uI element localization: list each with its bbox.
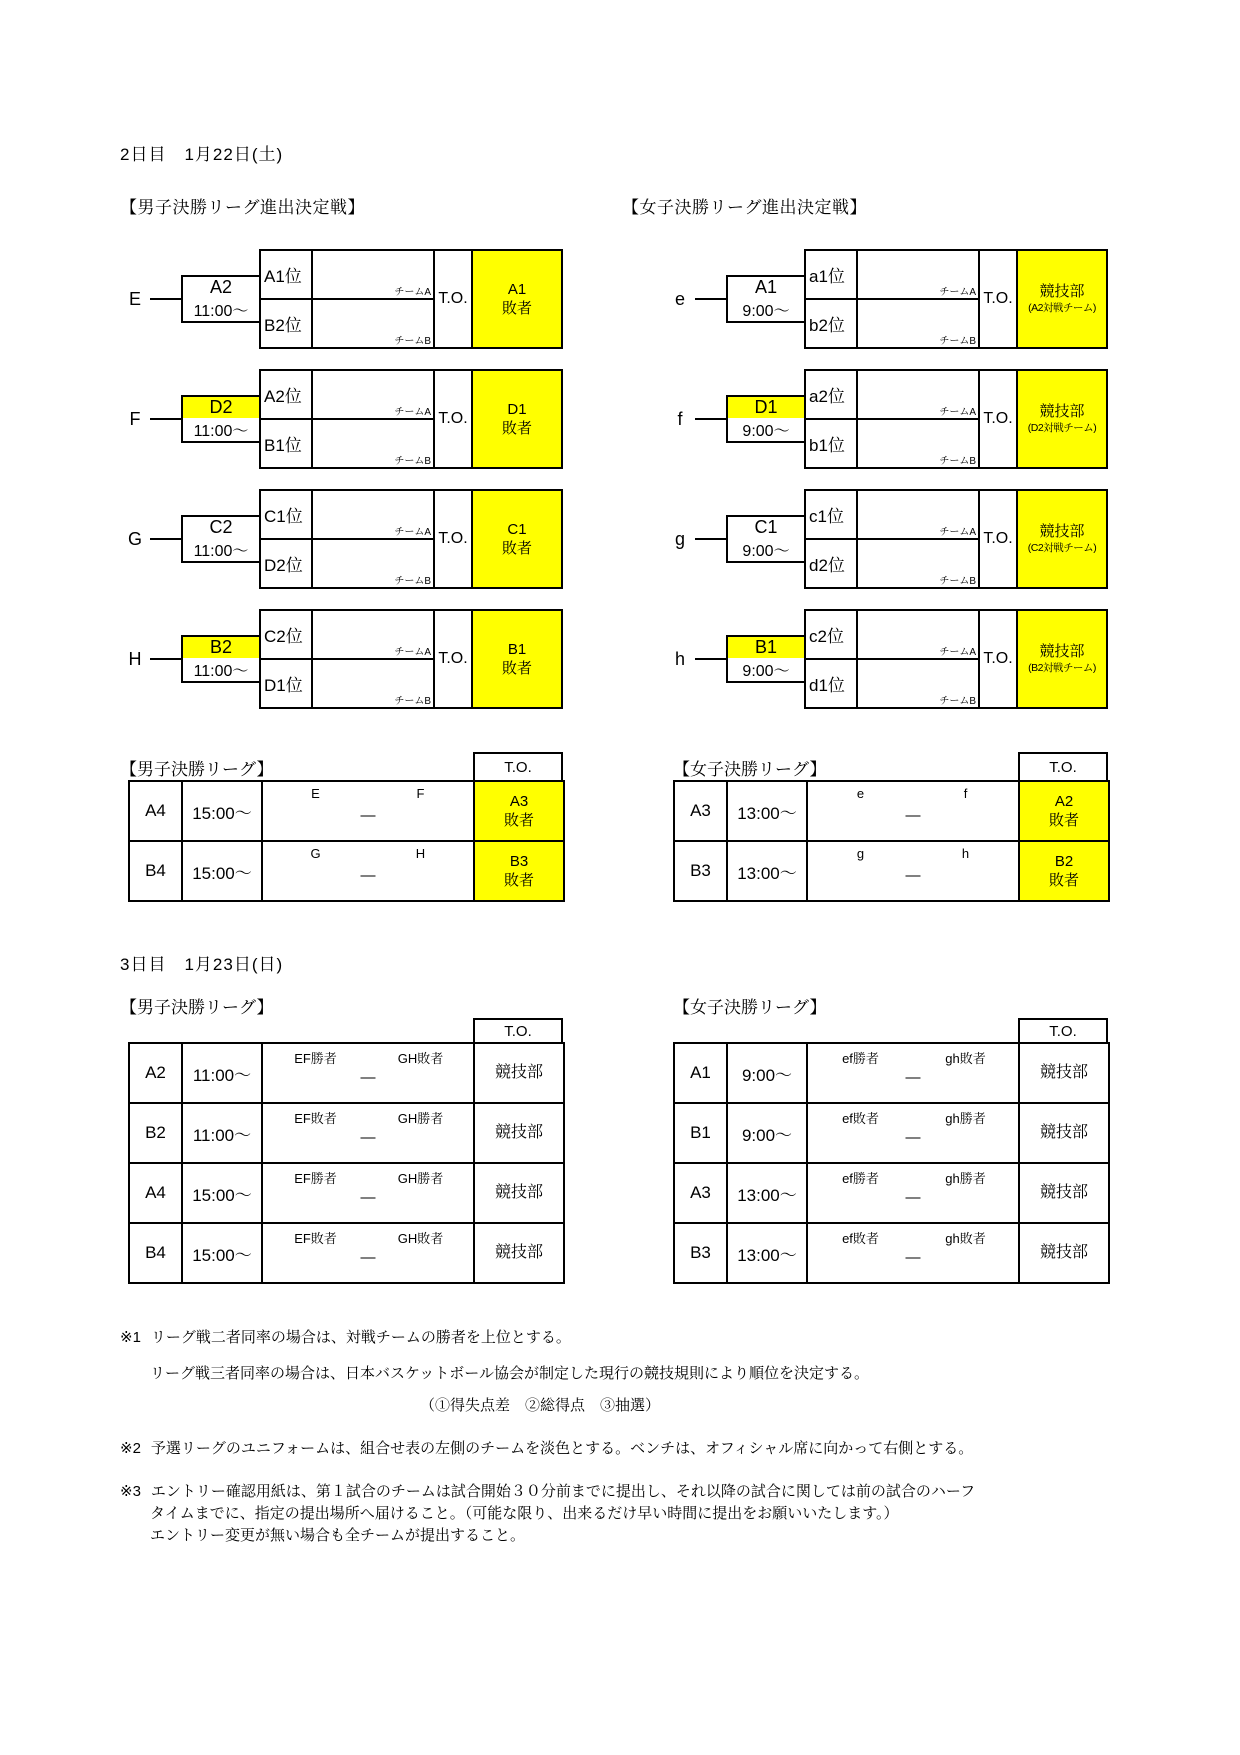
league-row-B3 (674, 841, 1109, 901)
pairing-right-label: GH敗者 (397, 1231, 444, 1246)
league-table (673, 780, 1110, 902)
result-line2: (B2対戦チーム) (1028, 661, 1096, 674)
game-time-cell: 13:00～ (727, 781, 807, 841)
footnote-3-line2: タイムまでに、指定の提出場所へ届けること。（可能な限り、出来るだけ早い時間に提出をお願いいたします。） (150, 1505, 899, 1522)
league-row-B4 (129, 841, 564, 901)
match-box (181, 515, 261, 563)
league-header-row (120, 752, 563, 780)
result-line1: 競技部 (1039, 283, 1085, 301)
result-cell (472, 250, 562, 348)
versus-dash: ― (360, 1069, 376, 1086)
result-line1: C1 (507, 520, 527, 538)
team-a-label: チームA (939, 407, 976, 418)
match-box (726, 515, 806, 563)
bracket-connector-line (150, 298, 181, 300)
game-code-cell: A2 (129, 1043, 182, 1103)
league-row-A4 (129, 781, 564, 841)
pairing-right-label: GH勝者 (397, 1171, 444, 1186)
table-official-cell: T.O. (434, 250, 472, 348)
team-a-label: チームA (939, 287, 976, 298)
table-official-assignment-cell (474, 841, 564, 901)
bracket-connector-line (695, 658, 726, 660)
men-qualifier-section-title: 【男子決勝リーグ進出決定戦】 (120, 198, 365, 217)
versus-dash: ― (360, 1129, 376, 1146)
pairing-cell (262, 781, 474, 841)
game-code-cell: B3 (674, 1223, 727, 1283)
pairing-cell (807, 781, 1019, 841)
versus-dash: ― (360, 807, 376, 824)
result-line1: A1 (507, 280, 527, 298)
pairing-left-label: ef敗者 (842, 1231, 879, 1246)
game-code-cell: B1 (674, 1103, 727, 1163)
match-box (726, 275, 806, 323)
bracket-letter: g (674, 528, 685, 549)
result-line1: B3 (509, 852, 529, 870)
bracket-letter: F (129, 408, 141, 429)
pairing-right-label: f (963, 786, 968, 801)
result-line2: (D2対戦チーム) (1027, 421, 1097, 434)
match-box (181, 395, 261, 443)
pairing-cell (807, 841, 1019, 901)
pairing-left-label: ef勝者 (842, 1051, 879, 1066)
team-a-cell (857, 250, 979, 299)
versus-dash: ― (905, 1189, 921, 1206)
pairing-right-label: F (416, 786, 425, 801)
league-title: 【男子決勝リーグ】 (120, 760, 274, 779)
women-final-league-day3 (673, 997, 1108, 1284)
table-official-assignment-cell: 競技部 (474, 1163, 564, 1223)
table-official-cell: T.O. (434, 370, 472, 468)
pairing-left-label: EF勝者 (294, 1051, 337, 1066)
game-time-cell: 9:00～ (727, 1043, 807, 1103)
pairing-cell (807, 1043, 1019, 1103)
result-line1: B1 (507, 640, 527, 658)
pairing-right-label: gh敗者 (945, 1231, 986, 1246)
team-a-label: チームA (394, 527, 431, 538)
match-time: 11:00～ (193, 663, 249, 680)
footnote-2-text: 予選リーグのユニフォームは、組合せ表の左側のチームを淡色とする。ベンチは、オフィシャル席に向かって右側とする。 (150, 1440, 974, 1457)
women-brackets-column (665, 250, 1108, 708)
bracket-e (665, 250, 1108, 348)
footnote-3-line3: エントリー変更が無い場合も全チームが提出すること。 (150, 1527, 526, 1544)
team-b-label: チームB (394, 576, 431, 587)
men-final-league-day3 (120, 997, 563, 1284)
team-a-label: チームA (394, 647, 431, 658)
pairing-left-label: ef勝者 (842, 1171, 879, 1186)
result-line2: 敗者 (503, 872, 534, 889)
rank-bottom-cell: d2位 (805, 539, 857, 588)
pairing-left-label: G (310, 846, 321, 861)
rank-top-cell: C1位 (260, 490, 312, 539)
game-code-cell: A4 (129, 781, 182, 841)
pairing-cell (807, 1223, 1019, 1283)
team-b-label: チームB (939, 576, 976, 587)
table-official-assignment-cell: 競技部 (474, 1223, 564, 1283)
versus-dash: ― (905, 1069, 921, 1086)
table-official-assignment-cell: 競技部 (474, 1043, 564, 1103)
pairing-left-label: EF敗者 (294, 1231, 337, 1246)
league-table (673, 1042, 1110, 1284)
table-official-cell: T.O. (979, 490, 1017, 588)
match-time: 11:00～ (193, 543, 249, 560)
bracket-connector-line (695, 538, 726, 540)
league-table (128, 780, 565, 902)
rank-bottom-cell: B2位 (260, 299, 312, 348)
league-title: 【女子決勝リーグ】 (673, 998, 827, 1017)
bracket-connector-line (150, 418, 181, 420)
bracket-connector-line (695, 298, 726, 300)
bracket-connector-line (695, 418, 726, 420)
footnote-3-line1 (120, 1480, 975, 1501)
rank-bottom-cell: D1位 (260, 659, 312, 708)
team-a-cell (312, 490, 434, 539)
result-cell (1017, 610, 1107, 708)
match-code: D1 (728, 397, 804, 418)
table-official-cell: T.O. (434, 610, 472, 708)
footnote-1-line3: （①得失点差 ②総得点 ③抽選） (420, 1397, 661, 1414)
game-code-cell: B4 (129, 841, 182, 901)
result-line1: 競技部 (1039, 643, 1085, 661)
team-b-label: チームB (394, 696, 431, 707)
team-a-label: チームA (939, 527, 976, 538)
table-official-assignment-cell: 競技部 (1019, 1043, 1109, 1103)
match-code: A1 (754, 277, 778, 297)
versus-dash: ― (905, 1249, 921, 1266)
rank-bottom-cell: d1位 (805, 659, 857, 708)
result-line2: 敗者 (501, 300, 532, 317)
game-time-cell: 15:00～ (182, 1223, 262, 1283)
league-row-A3 (674, 1163, 1109, 1223)
league-header-row (673, 752, 1108, 780)
match-code: C2 (209, 517, 233, 537)
pairing-right-label: GH勝者 (397, 1111, 444, 1126)
bracket-table (804, 489, 1108, 589)
pairing-cell (262, 1103, 474, 1163)
game-time-cell: 15:00～ (182, 841, 262, 901)
rank-top-cell: c2位 (805, 610, 857, 659)
table-official-cell: T.O. (979, 250, 1017, 348)
match-box (726, 395, 806, 443)
bracket-g (665, 490, 1108, 588)
bracket-connector-line (150, 538, 181, 540)
match-code: D2 (183, 397, 259, 418)
team-b-label: チームB (394, 456, 431, 467)
game-time-cell: 11:00～ (182, 1043, 262, 1103)
team-a-cell (312, 370, 434, 419)
pairing-right-label: gh勝者 (945, 1111, 986, 1126)
result-line1: B2 (1054, 852, 1074, 870)
versus-dash: ― (905, 867, 921, 884)
game-time-cell: 13:00～ (727, 1223, 807, 1283)
rank-top-cell: C2位 (260, 610, 312, 659)
result-cell (472, 610, 562, 708)
men-final-league-day2 (120, 752, 563, 902)
footnote-1-label: ※1 (120, 1329, 141, 1346)
team-a-cell (312, 610, 434, 659)
footnote-1-line2: リーグ戦三者同率の場合は、日本バスケットボール協会が制定した現行の競技規則により順位を決定する。 (150, 1365, 869, 1382)
team-b-label: チームB (939, 456, 976, 467)
result-line2: 敗者 (1048, 812, 1079, 829)
league-row-B3 (674, 1223, 1109, 1283)
table-official-header: T.O. (473, 1018, 563, 1042)
result-line1: D1 (507, 400, 527, 418)
pairing-cell (262, 1223, 474, 1283)
game-code-cell: A1 (674, 1043, 727, 1103)
pairing-right-label: gh敗者 (945, 1051, 986, 1066)
bracket-letter: E (128, 288, 141, 309)
pairing-left-label: EF敗者 (294, 1111, 337, 1126)
game-code-cell: A3 (674, 781, 727, 841)
match-time: 9:00～ (742, 423, 790, 440)
bracket-table (804, 609, 1108, 709)
table-official-assignment-cell: 競技部 (474, 1103, 564, 1163)
team-a-label: チームA (394, 407, 431, 418)
day2-heading: 2日目 1月22日(土) (120, 145, 284, 164)
women-qualifier-section-title: 【女子決勝リーグ進出決定戦】 (622, 198, 867, 217)
pairing-left-label: ef敗者 (842, 1111, 879, 1126)
pairing-right-label: GH敗者 (397, 1051, 444, 1066)
team-a-cell (312, 250, 434, 299)
league-title: 【女子決勝リーグ】 (673, 760, 827, 779)
result-line1: 競技部 (1039, 523, 1085, 541)
team-b-cell (857, 659, 979, 708)
result-line1: A2 (1054, 792, 1074, 810)
match-code: B2 (183, 637, 259, 658)
match-box (181, 275, 261, 323)
team-b-label: チームB (939, 696, 976, 707)
table-official-cell: T.O. (979, 610, 1017, 708)
team-a-label: チームA (394, 287, 431, 298)
game-time-cell: 13:00～ (727, 841, 807, 901)
day3-heading: 3日目 1月23日(日) (120, 955, 284, 974)
league-row-B1 (674, 1103, 1109, 1163)
rank-bottom-cell: b1位 (805, 419, 857, 468)
bracket-G (120, 490, 563, 588)
versus-dash: ― (360, 1189, 376, 1206)
rank-top-cell: c1位 (805, 490, 857, 539)
game-code-cell: B2 (129, 1103, 182, 1163)
team-b-cell (312, 419, 434, 468)
footnote-3-label: ※3 (120, 1483, 141, 1500)
result-cell (1017, 490, 1107, 588)
bracket-letter: h (674, 648, 685, 669)
pairing-cell (262, 841, 474, 901)
table-official-header: T.O. (473, 752, 563, 780)
result-line2: 敗者 (501, 660, 532, 677)
match-code: A2 (209, 277, 233, 297)
rank-top-cell: A2位 (260, 370, 312, 419)
game-time-cell: 9:00～ (727, 1103, 807, 1163)
table-official-header: T.O. (1018, 752, 1108, 780)
result-cell (1017, 370, 1107, 468)
match-code: B1 (728, 637, 804, 658)
men-brackets-column (120, 250, 563, 708)
match-time: 9:00～ (742, 303, 790, 320)
game-time-cell: 15:00～ (182, 781, 262, 841)
table-official-cell: T.O. (979, 370, 1017, 468)
versus-dash: ― (905, 1129, 921, 1146)
bracket-table (259, 609, 563, 709)
table-official-assignment-cell (474, 781, 564, 841)
team-a-cell (857, 610, 979, 659)
league-row-A3 (674, 781, 1109, 841)
footnote-1-line1 (120, 1326, 571, 1347)
team-b-cell (857, 419, 979, 468)
league-table (128, 1042, 565, 1284)
match-box (181, 635, 261, 683)
match-box (726, 635, 806, 683)
rank-bottom-cell: B1位 (260, 419, 312, 468)
rank-top-cell: a1位 (805, 250, 857, 299)
versus-dash: ― (905, 807, 921, 824)
result-line2: (A2対戦チーム) (1028, 301, 1096, 314)
bracket-H (120, 610, 563, 708)
bracket-letter: f (677, 408, 683, 429)
bracket-h (665, 610, 1108, 708)
bracket-table (804, 369, 1108, 469)
bracket-table (259, 489, 563, 589)
team-b-cell (312, 659, 434, 708)
bracket-table (259, 249, 563, 349)
league-title: 【男子決勝リーグ】 (120, 998, 274, 1017)
team-b-cell (312, 299, 434, 348)
rank-bottom-cell: b2位 (805, 299, 857, 348)
match-time: 11:00～ (193, 303, 249, 320)
bracket-f (665, 370, 1108, 468)
result-line2: 敗者 (501, 540, 532, 557)
footnote-2-label: ※2 (120, 1440, 141, 1457)
match-time: 9:00～ (742, 663, 790, 680)
league-row-B2 (129, 1103, 564, 1163)
bracket-table (259, 369, 563, 469)
pairing-left-label: EF勝者 (294, 1171, 337, 1186)
team-a-cell (857, 490, 979, 539)
table-official-assignment-cell: 競技部 (1019, 1163, 1109, 1223)
game-time-cell: 11:00～ (182, 1103, 262, 1163)
footnote-2 (120, 1437, 973, 1458)
pairing-cell (807, 1163, 1019, 1223)
bracket-letter: G (127, 528, 142, 549)
league-row-A1 (674, 1043, 1109, 1103)
rank-bottom-cell: D2位 (260, 539, 312, 588)
bracket-connector-line (150, 658, 181, 660)
bracket-letter: e (674, 288, 685, 309)
versus-dash: ― (360, 1249, 376, 1266)
team-a-cell (857, 370, 979, 419)
table-official-assignment-cell (1019, 841, 1109, 901)
result-line2: 敗者 (1048, 872, 1079, 889)
result-line2: 敗者 (503, 812, 534, 829)
match-time: 11:00～ (193, 423, 249, 440)
pairing-right-label: h (961, 846, 970, 861)
team-b-cell (312, 539, 434, 588)
match-code: C1 (754, 517, 778, 537)
result-line1: A3 (509, 792, 529, 810)
pairing-cell (807, 1103, 1019, 1163)
league-row-B4 (129, 1223, 564, 1283)
result-line2: 敗者 (501, 420, 532, 437)
team-b-cell (857, 299, 979, 348)
game-time-cell: 15:00～ (182, 1163, 262, 1223)
league-header-row (128, 1018, 563, 1042)
game-code-cell: B3 (674, 841, 727, 901)
result-cell (472, 370, 562, 468)
bracket-letter: H (128, 648, 142, 669)
team-b-label: チームB (939, 336, 976, 347)
league-row-A4 (129, 1163, 564, 1223)
pairing-left-label: g (856, 846, 865, 861)
team-b-cell (857, 539, 979, 588)
game-code-cell: A3 (674, 1163, 727, 1223)
footnote-1-text: リーグ戦二者同率の場合は、対戦チームの勝者を上位とする。 (150, 1329, 571, 1346)
table-official-assignment-cell: 競技部 (1019, 1103, 1109, 1163)
match-time: 9:00～ (742, 543, 790, 560)
game-code-cell: A4 (129, 1163, 182, 1223)
bracket-E (120, 250, 563, 348)
game-time-cell: 13:00～ (727, 1163, 807, 1223)
pairing-cell (262, 1163, 474, 1223)
result-cell (472, 490, 562, 588)
league-header-row (673, 1018, 1108, 1042)
table-official-assignment-cell: 競技部 (1019, 1223, 1109, 1283)
team-b-label: チームB (394, 336, 431, 347)
pairing-right-label: gh勝者 (945, 1171, 986, 1186)
result-line1: 競技部 (1039, 403, 1085, 421)
versus-dash: ― (360, 867, 376, 884)
pairing-left-label: e (856, 786, 865, 801)
league-row-A2 (129, 1043, 564, 1103)
bracket-table (804, 249, 1108, 349)
table-official-assignment-cell (1019, 781, 1109, 841)
footnote-3-text: エントリー確認用紙は、第１試合のチームは試合開始３０分前までに提出し、それ以降の試合に関しては前の試合のハーフ (150, 1483, 976, 1500)
pairing-right-label: H (415, 846, 426, 861)
rank-top-cell: a2位 (805, 370, 857, 419)
pairing-left-label: E (311, 786, 320, 801)
table-official-header: T.O. (1018, 1018, 1108, 1042)
women-final-league-day2 (673, 752, 1108, 902)
rank-top-cell: A1位 (260, 250, 312, 299)
result-cell (1017, 250, 1107, 348)
table-official-cell: T.O. (434, 490, 472, 588)
result-line2: (C2対戦チーム) (1027, 541, 1097, 554)
game-code-cell: B4 (129, 1223, 182, 1283)
team-a-label: チームA (939, 647, 976, 658)
pairing-cell (262, 1043, 474, 1103)
bracket-F (120, 370, 563, 468)
